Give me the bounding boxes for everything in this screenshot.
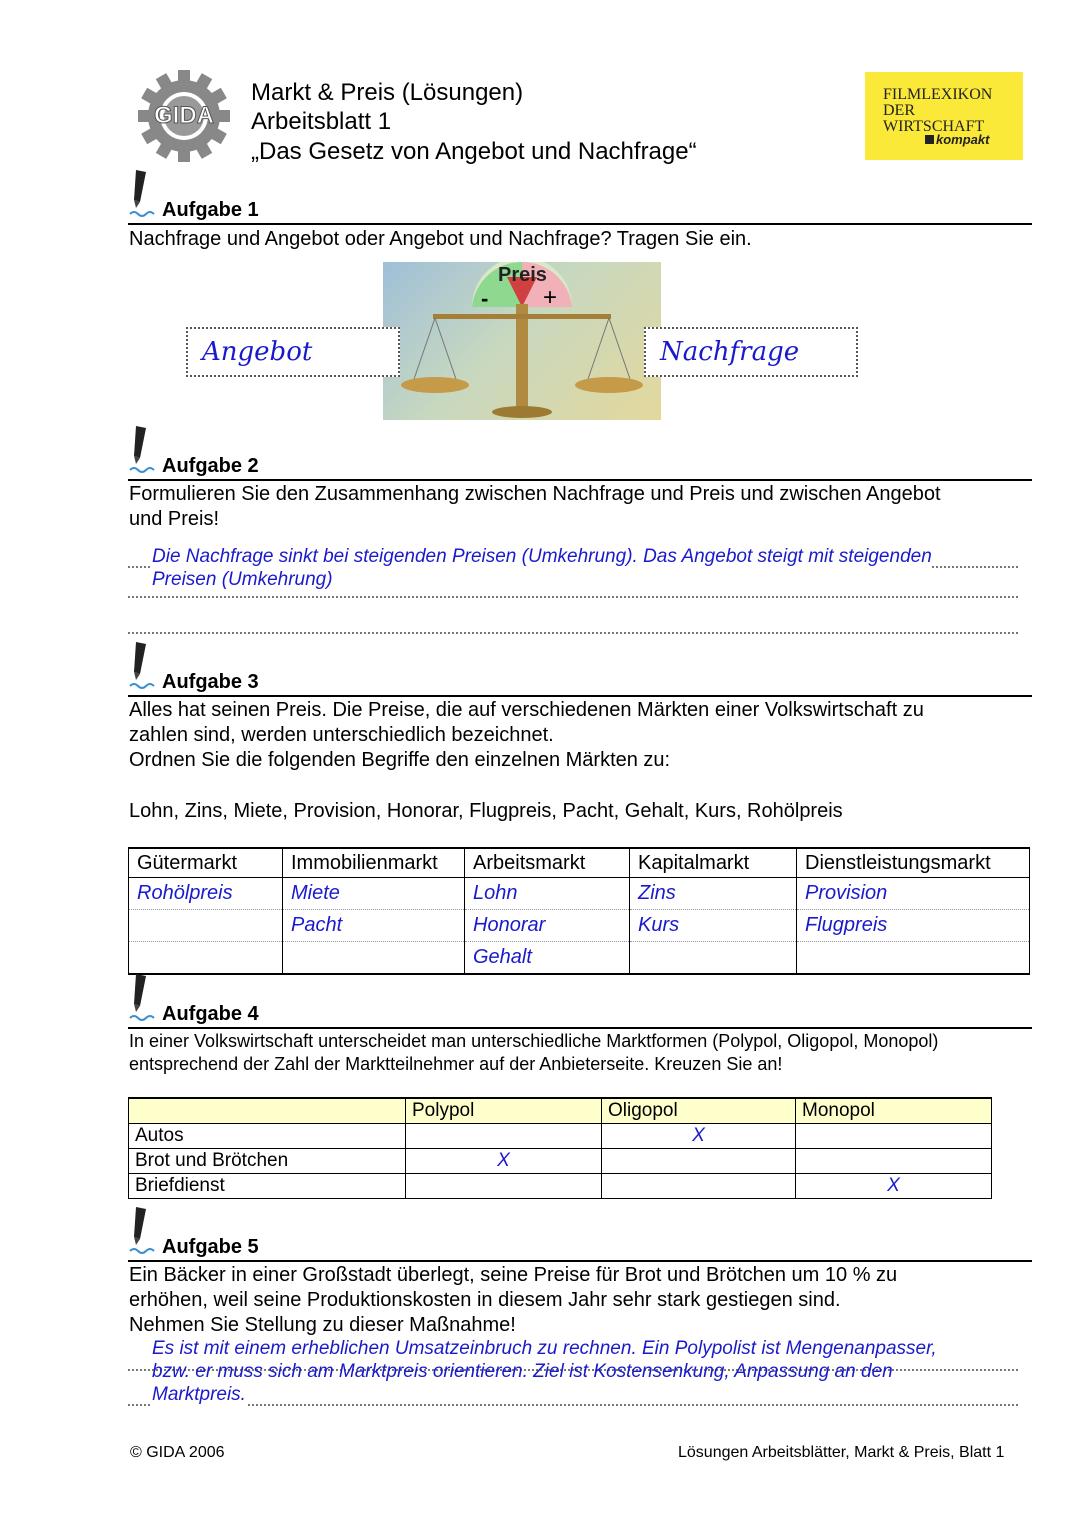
row-label: Autos: [129, 1124, 406, 1149]
badge-line1: FILMLEXIKON: [883, 86, 993, 103]
market-forms-table: [128, 1097, 992, 1199]
task4-text-line1: In einer Volkswirtschaft unterscheidet man unterschiedliche Marktformen (Polypol, Oligopol, Monopol): [129, 1031, 939, 1051]
col-header: Dienstleistungsmarkt: [797, 848, 1030, 878]
pen-icon: [126, 168, 166, 218]
task2-text-line2: und Preis!: [129, 508, 220, 530]
answer-line: [128, 1404, 1018, 1406]
check-cell: [406, 1124, 602, 1149]
task2-answer-line1: Die Nachfrage sinkt bei steigenden Preisen (Umkehrung). Das Angebot steigt mit steigenden: [152, 546, 932, 567]
task3-rule: [128, 695, 1032, 697]
check-cell: X: [406, 1149, 602, 1174]
table-row: [129, 1124, 992, 1149]
table-cell: [283, 942, 465, 975]
filmlexikon-badge: [865, 72, 1023, 160]
task2-title: Aufgabe 2: [162, 455, 259, 477]
task3-text-line1: Alles hat seinen Preis. Die Preise, die auf verschiedenen Märkten einer Volkswirtschaft zu: [129, 699, 924, 721]
col-header: Oligopol: [602, 1098, 796, 1124]
check-cell: [602, 1149, 796, 1174]
task5-text-line1: Ein Bäcker in einer Großstadt überlegt, seine Preise für Brot und Brötchen um 10 % zu: [129, 1264, 898, 1286]
task3-title: Aufgabe 3: [162, 671, 259, 693]
task5-answer-line2: bzw. er muss sich am Marktpreis orientieren. Ziel ist Kostensenkung, Anpassung an den: [152, 1361, 893, 1382]
pen-icon: [126, 424, 166, 474]
check-cell: X: [602, 1124, 796, 1149]
table-cell: [630, 942, 797, 975]
nachfrage-answer: Nachfrage: [660, 337, 800, 367]
table-cell: Zins: [630, 878, 797, 910]
table-cell: Pacht: [283, 910, 465, 942]
task3-terms: Lohn, Zins, Miete, Provision, Honorar, Flugpreis, Pacht, Gehalt, Kurs, Rohölpreis: [129, 800, 843, 822]
check-cell: [602, 1174, 796, 1199]
table-cell: [797, 942, 1030, 975]
logo-text: GIDA: [154, 102, 214, 129]
task5-answer-line3: Marktpreis.: [152, 1384, 246, 1405]
angebot-answer: Angebot: [202, 337, 313, 367]
table-cell: Lohn: [465, 878, 630, 910]
check-cell: X: [796, 1174, 992, 1199]
footer-page-info: Lösungen Arbeitsblätter, Markt & Preis, Blatt 1: [678, 1444, 1005, 1461]
table-cell: [129, 910, 283, 942]
table-header-row: [129, 1098, 992, 1124]
row-label: Brot und Brötchen: [129, 1149, 406, 1174]
task5-rule: [128, 1260, 1032, 1262]
nachfrage-answer-box: [644, 327, 858, 377]
task5-title: Aufgabe 5: [162, 1236, 259, 1258]
table-cell: Rohölpreis: [129, 878, 283, 910]
col-header: [129, 1098, 406, 1124]
table-row: [129, 1149, 992, 1174]
answer-line: [128, 596, 1018, 598]
badge-line4: kompakt: [925, 132, 989, 147]
table-cell: Flugpreis: [797, 910, 1030, 942]
task2-rule: [128, 479, 1032, 481]
table-cell: Gehalt: [465, 942, 630, 975]
table-row: [129, 942, 1030, 975]
task1-title: Aufgabe 1: [162, 199, 259, 221]
col-header: Gütermarkt: [129, 848, 283, 878]
table-cell: Provision: [797, 878, 1030, 910]
check-cell: [796, 1124, 992, 1149]
plus-sign: +: [543, 284, 558, 311]
check-cell: [406, 1174, 602, 1199]
table-row: [129, 1174, 992, 1199]
task2-answer-line2: Preisen (Umkehrung): [152, 569, 333, 590]
task3-text-line2: zahlen sind, werden unterschiedlich bezeichnet.: [129, 724, 554, 746]
col-header: Immobilienmarkt: [283, 848, 465, 878]
task5-answer-line1: Es ist mit einem erheblichen Umsatzeinbruch zu rechnen. Ein Polypolist ist Mengenanpasser,: [152, 1338, 937, 1359]
pen-icon: [126, 640, 166, 690]
task4-rule: [128, 1027, 1032, 1029]
row-label: Briefdienst: [129, 1174, 406, 1199]
task1-rule: [128, 223, 1032, 225]
table-cell: Kurs: [630, 910, 797, 942]
pen-icon: [126, 972, 166, 1022]
minus-sign: -: [481, 286, 489, 311]
col-header: Monopol: [796, 1098, 992, 1124]
task3-text-line3: Ordnen Sie die folgenden Begriffe den einzelnen Märkten zu:: [129, 749, 671, 771]
badge-square-icon: [925, 135, 934, 144]
doc-title: Markt & Preis (Lösungen): [251, 79, 524, 106]
task2-text-line1: Formulieren Sie den Zusammenhang zwischen Nachfrage und Preis und zwischen Angebot: [129, 483, 941, 505]
task5-text-line2: erhöhen, weil seine Produktionskosten in diesem Jahr sehr stark gestiegen sind.: [129, 1289, 841, 1311]
badge-line3: WIRTSCHAFT: [883, 118, 985, 135]
col-header: Arbeitsmarkt: [465, 848, 630, 878]
task1-text: Nachfrage und Angebot oder Angebot und Nachfrage? Tragen Sie ein.: [129, 228, 752, 250]
markets-table: [128, 847, 1030, 975]
gida-logo: [138, 70, 230, 162]
task4-text-line2: entsprechend der Zahl der Marktteilnehmer auf der Anbieterseite. Kreuzen Sie an!: [129, 1054, 783, 1074]
table-row: [129, 878, 1030, 910]
scale-image: [383, 262, 661, 420]
task4-title: Aufgabe 4: [162, 1003, 259, 1025]
task5-text-line3: Nehmen Sie Stellung zu dieser Maßnahme!: [129, 1314, 516, 1336]
table-cell: [129, 942, 283, 975]
angebot-answer-box: [186, 327, 400, 377]
answer-line: [128, 632, 1018, 634]
footer-copyright: © GIDA 2006: [130, 1444, 225, 1461]
doc-topic: „Das Gesetz von Angebot und Nachfrage“: [251, 138, 697, 165]
col-header: Kapitalmarkt: [630, 848, 797, 878]
badge-line2: DER: [883, 102, 915, 119]
table-row: [129, 910, 1030, 942]
pen-icon: [126, 1205, 166, 1255]
check-cell: [796, 1149, 992, 1174]
doc-subtitle: Arbeitsblatt 1: [251, 108, 392, 135]
table-cell: Miete: [283, 878, 465, 910]
col-header: Polypol: [406, 1098, 602, 1124]
scale-label: Preis: [498, 264, 547, 286]
table-cell: Honorar: [465, 910, 630, 942]
